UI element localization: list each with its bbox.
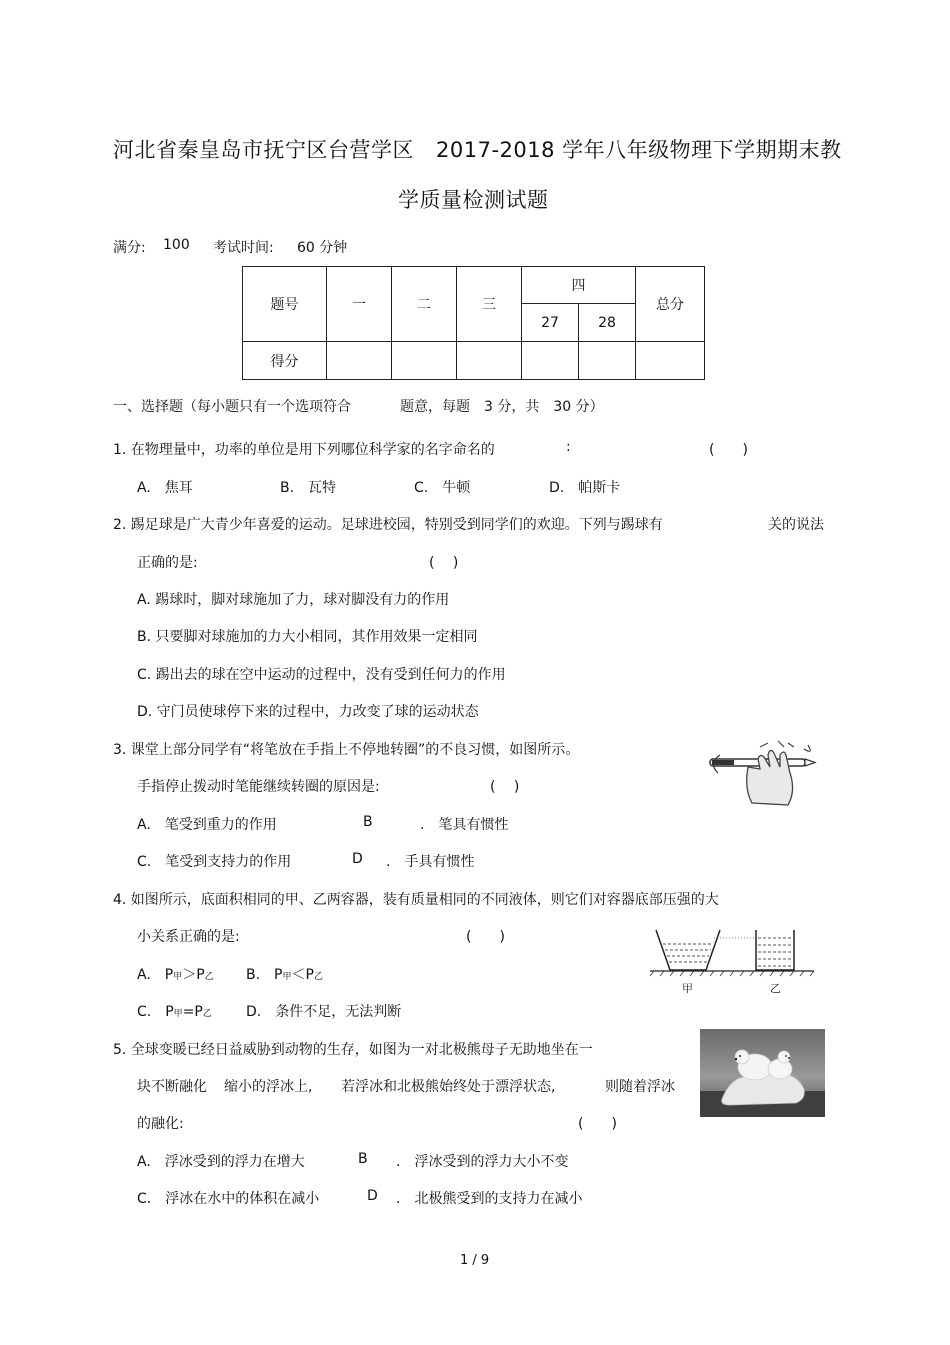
q3-option-d-text: . 手具有惯性	[386, 854, 475, 870]
q3-option-b-text: . 笔具有惯性	[420, 817, 509, 833]
q2-answer-paren: ( )	[429, 555, 459, 571]
q2-option-a: A. 踢球时，脚对球施加了力，球对脚没有力的作用	[137, 592, 450, 608]
table-col-total: 总分	[636, 267, 705, 342]
section1-heading-b: 题意，每题 3 分，共 30 分）	[400, 399, 604, 415]
q5-option-d-text: . 北极熊受到的支持力在减小	[396, 1191, 583, 1207]
table-score-label: 得分	[243, 342, 327, 380]
q5-stem-c: 的融化:	[137, 1116, 184, 1132]
q3-answer-paren: ( )	[490, 779, 520, 795]
q4-stem-a: 4. 如图所示，底面积相同的甲、乙两容器，装有质量相同的不同液体，则它们对容器底部压强的大	[113, 892, 719, 908]
q5-stem-b2: 缩小的浮冰上,	[224, 1079, 313, 1095]
doc-title-line2: 学质量检测试题	[398, 188, 549, 212]
q4-option-c	[137, 1001, 212, 1021]
q5-option-b-text: . 浮冰受到的浮力大小不变	[396, 1154, 569, 1170]
fig-label-yi: 乙	[770, 982, 781, 995]
full-score-value: 100	[163, 237, 190, 253]
table-col-1: 一	[327, 267, 392, 342]
q1-stem: 1. 在物理量中，功率的单位是用下列哪位科学家的名字命名的	[113, 442, 495, 458]
q2-option-b: B. 只要脚对球施加的力大小相同，其作用效果一定相同	[137, 629, 478, 645]
q4-option-b-mid: ＜P	[291, 967, 314, 983]
score-cell-1[interactable]	[327, 342, 392, 380]
q3-option-b-letter: B	[363, 814, 373, 830]
q4-option-b-sub1: 甲	[282, 972, 292, 982]
q5-option-c: C. 浮冰在水中的体积在减小	[137, 1191, 320, 1207]
table-col-4: 四	[522, 267, 636, 304]
q1-option-a: A. 焦耳	[137, 480, 193, 496]
q4-option-c-sub1: 甲	[173, 1009, 183, 1019]
doc-title-line1-part1: 河北省秦皇岛市抚宁区台营学区	[113, 138, 414, 162]
score-cell-4b[interactable]	[579, 342, 636, 380]
q4-option-a-sub2: 乙	[204, 972, 214, 982]
table-col-3: 三	[457, 267, 522, 342]
time-value: 60 分钟	[297, 240, 348, 256]
q4-option-c-mid: =P	[182, 1004, 203, 1020]
q2-option-c: C. 踢出去的球在空中运动的过程中，没有受到任何力的作用	[137, 667, 506, 683]
table-col-4a: 27	[522, 304, 579, 342]
score-cell-3[interactable]	[457, 342, 522, 380]
containers-figure	[648, 926, 816, 996]
q4-answer-paren: ( )	[466, 929, 505, 945]
q5-answer-paren: ( )	[578, 1116, 617, 1132]
q2-stem-c: 正确的是:	[137, 555, 198, 571]
page-number: 1 / 9	[460, 1253, 490, 1268]
score-cell-2[interactable]	[392, 342, 457, 380]
table-col-4b: 28	[579, 304, 636, 342]
q1-option-d: D. 帕斯卡	[549, 480, 621, 496]
q4-stem-b: 小关系正确的是:	[137, 929, 240, 945]
score-cell-4a[interactable]	[522, 342, 579, 380]
pen-spinning-figure	[700, 733, 820, 813]
q4-option-b	[246, 964, 323, 984]
q4-option-a-sub1: 甲	[173, 972, 183, 982]
polar-bears-photo	[700, 1029, 825, 1117]
q3-option-d-letter: D	[352, 851, 363, 867]
q2-stem-a: 2. 踢足球是广大青少年喜爱的运动。足球进校园，特别受到同学们的欢迎。下列与踢球有	[113, 517, 663, 533]
q3-option-a: A. 笔受到重力的作用	[137, 817, 277, 833]
q5-option-b-letter: B	[358, 1151, 368, 1167]
q4-option-a-prefix: A. P	[137, 967, 174, 983]
q3-option-c: C. 笔受到支持力的作用	[137, 854, 292, 870]
q4-option-b-prefix: B. P	[246, 967, 283, 983]
table-col-2: 二	[392, 267, 457, 342]
q5-stem-b3: 若浮冰和北极熊始终处于漂浮状态,	[341, 1079, 556, 1095]
q3-stem-b: 手指停止拨动时笔能继续转圈的原因是:	[137, 779, 380, 795]
section1-heading-a: 一、选择题（每小题只有一个选项符合	[113, 399, 351, 415]
q4-option-d: D. 条件不足，无法判断	[246, 1004, 402, 1020]
q4-option-c-prefix: C. P	[137, 1004, 174, 1020]
q4-option-a-mid: ＞P	[182, 967, 205, 983]
q1-option-b: B. 瓦特	[280, 480, 337, 496]
q1-colon: :	[566, 439, 571, 455]
q5-stem-b4: 则随着浮冰	[605, 1079, 675, 1095]
q4-option-c-sub2: 乙	[202, 1009, 212, 1019]
time-label: 考试时间:	[213, 240, 274, 256]
q3-stem-a: 3. 课堂上部分同学有“将笔放在手指上不停地转圈”的不良习惯，如图所示。	[113, 742, 580, 758]
q1-answer-paren: ( )	[709, 442, 748, 458]
q5-option-a: A. 浮冰受到的浮力在增大	[137, 1154, 305, 1170]
q4-option-b-sub2: 乙	[313, 972, 323, 982]
fig-label-jia: 甲	[682, 982, 693, 995]
q5-stem-a: 5. 全球变暖已经日益威胁到动物的生存，如图为一对北极熊母子无助地坐在一	[113, 1042, 593, 1058]
q5-option-d-letter: D	[367, 1188, 378, 1204]
doc-title-line1-part2: 2017-2018 学年八年级物理下学期期末教	[436, 138, 842, 162]
score-table	[242, 266, 705, 380]
full-score-label: 满分:	[113, 240, 146, 256]
q1-option-c: C. 牛顿	[414, 480, 471, 496]
q5-stem-b1: 块不断融化	[137, 1079, 207, 1095]
table-header-number: 题号	[243, 267, 327, 342]
score-cell-total[interactable]	[636, 342, 705, 380]
q4-option-a	[137, 964, 214, 984]
q2-stem-b: 关的说法	[768, 517, 824, 533]
q2-option-d: D. 守门员使球停下来的过程中，力改变了球的运动状态	[137, 704, 479, 720]
